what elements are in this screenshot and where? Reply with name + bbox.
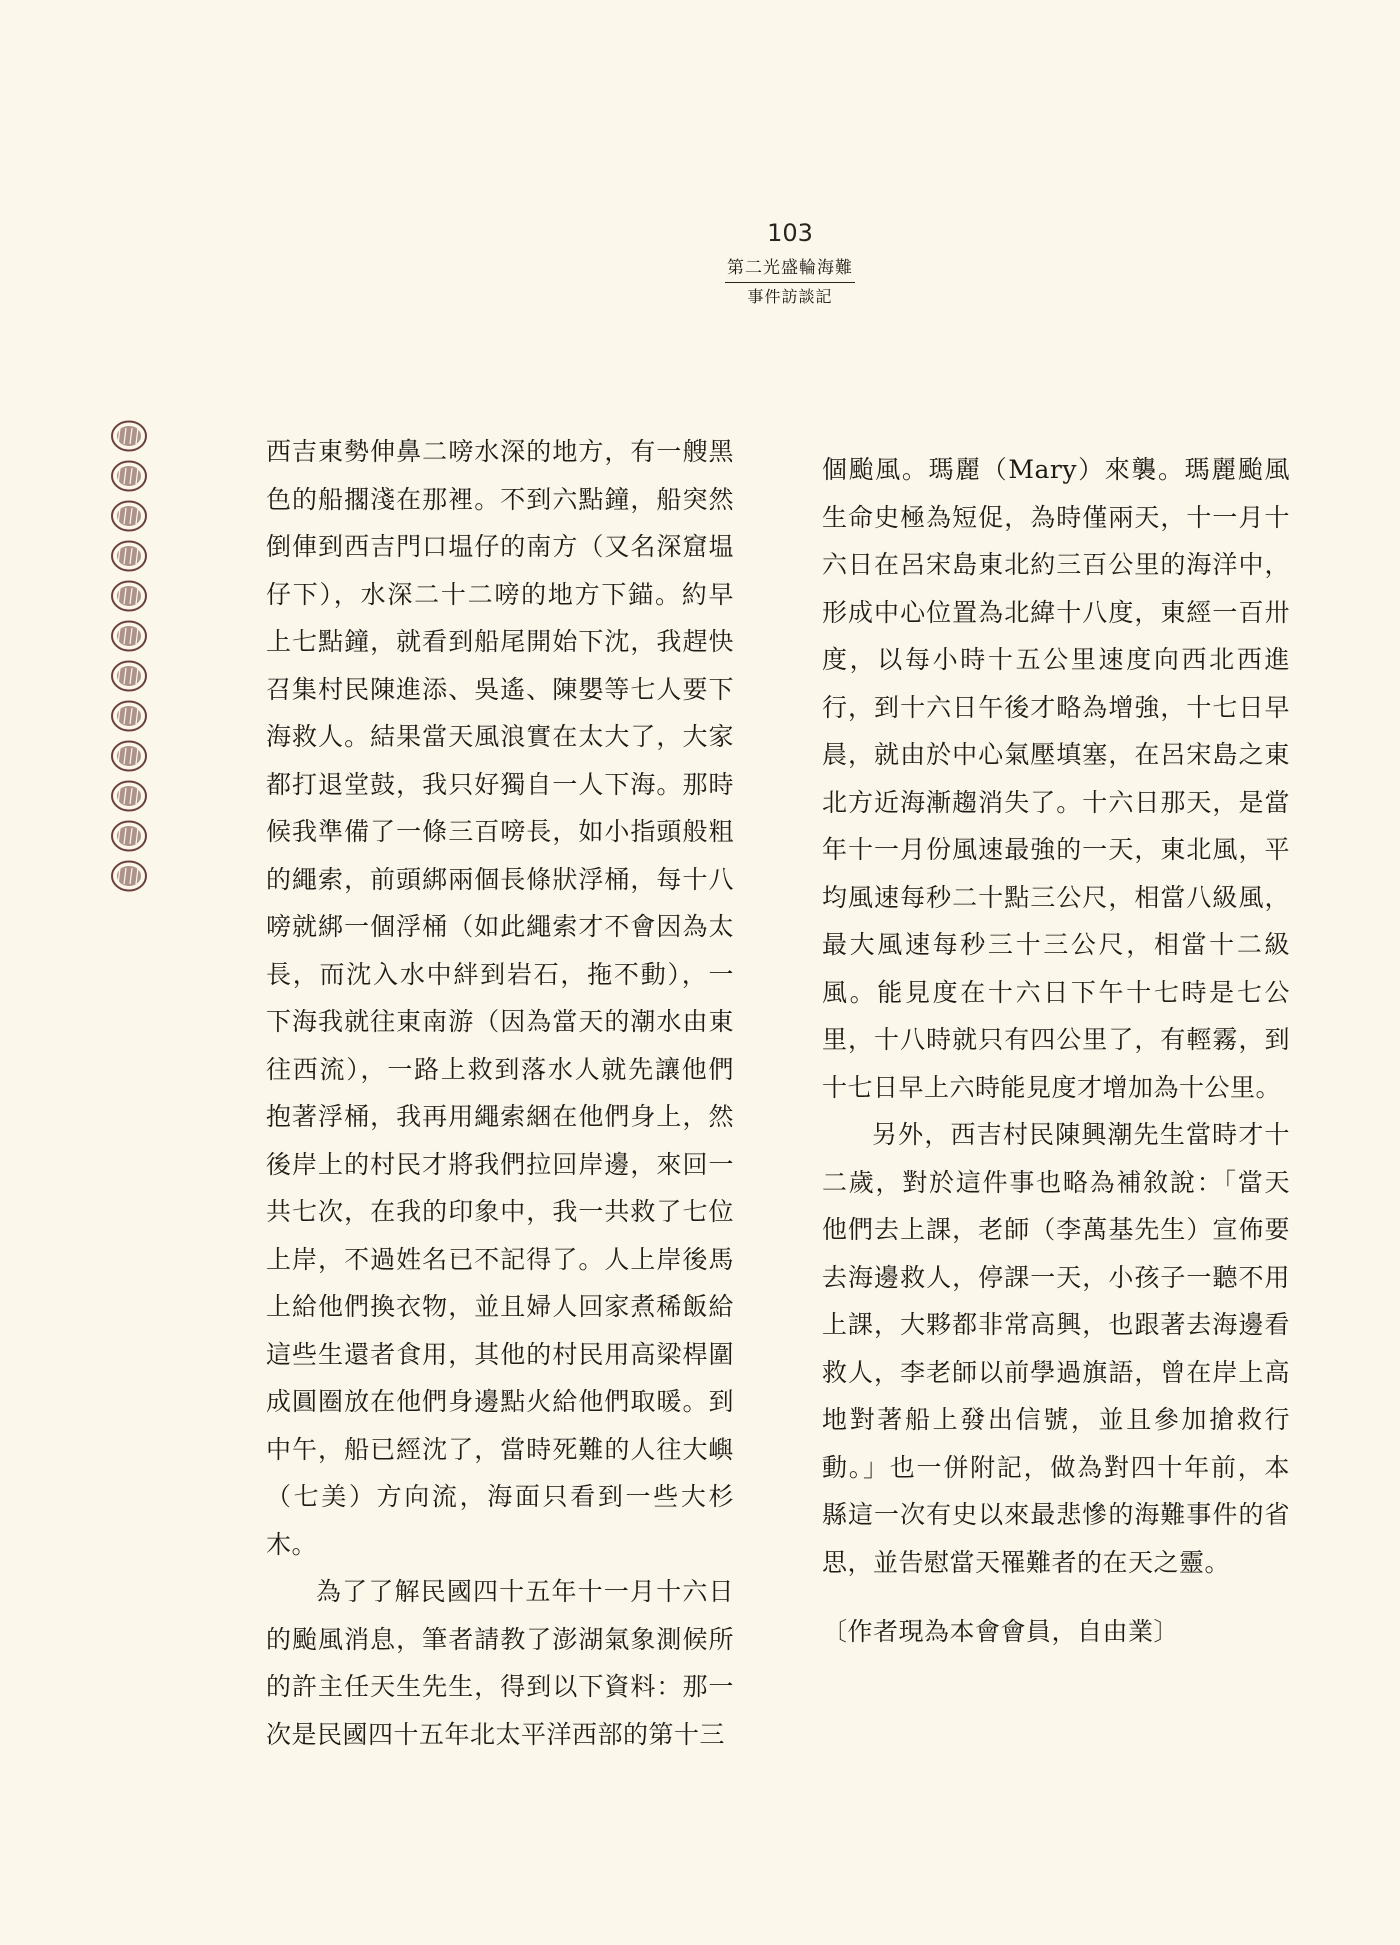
left-column <box>266 428 734 1758</box>
series-subtitle: 事件訪談記 <box>747 287 833 306</box>
seal-ornament-icon <box>110 860 148 892</box>
right-paragraph-1: 個颱風。瑪麗（Mary）來襲。瑪麗颱風生命史極為短促，為時僅兩天，十一月十六日在呂宋島東北約三百公里的海洋中，形成中心位置為北緯十八度，東經一百卅度，以每小時十五公里速度向西北西進行，到十六日午後才略為增強，十七日早晨，就由於中心氣壓填塞，在呂宋島之東北方近海漸趨消失了。十六日那天，是當年十一月份風速最強的一天，東北風，平均風速每秒二十點三公尺，相當八級風，最大風速每秒三十三公尺，相當十二級風。能見度在十六日下午十七時是七公里，十八時就只有四公里了，有輕霧，到十七日早上六時能見度才增加為十公里。 <box>822 455 1290 1102</box>
seal-ornament-icon <box>110 540 148 572</box>
right-column <box>822 446 1290 1656</box>
left-paragraph-1: 西吉東勢伸鼻二嗙水深的地方，有一艘黑色的船擱淺在那裡。不到六點鐘，船突然倒俥到西吉門口塭仔的南方（又名深窟塭仔下），水深二十二嗙的地方下錨。約早上七點鐘，就看到船尾開始下沈，我趕快召集村民陳進添、吳遙、陳嬰等七人要下海救人。結果當天風浪實在太大了，大家都打退堂鼓，我只好獨自一人下海。那時候我準備了一條三百嗙長，如小指頭般粗的繩索，前頭綁兩個長條狀浮桶，每十八嗙就綁一個浮桶（如此繩索才不會因為太長，而沈入水中絆到岩石，拖不動），一下海我就往東南游（因為當天的潮水由東往西流），一路上救到落水人就先讓他們抱著浮桶，我再用繩索綑在他們身上，然後岸上的村民才將我們拉回岸邊，來回一共七次，在我的印象中，我一共救了七位上岸，不過姓名已不記得了。人上岸後馬上給他們換衣物，並且婦人回家煮稀飯給這些生還者食用，其他的村民用高梁桿圍成圓圈放在他們身邊點火給他們取暖。到中午，船已經沈了，當時死難的人往大嶼（七美）方向流，海面只看到一些大杉木。 <box>266 437 734 1559</box>
seal-ornament-icon <box>110 780 148 812</box>
author-note: 〔作者現為本會會員，自由業〕 <box>822 1617 1180 1646</box>
seal-ornament-icon <box>110 660 148 692</box>
left-paragraph-2: 為了了解民國四十五年十一月十六日的颱風消息，筆者請教了澎湖氣象測候所的許主任天生先生，得到以下資料：那一次是民國四十五年北太平洋西部的第十三 <box>266 1577 734 1749</box>
right-paragraph-2: 另外，西吉村民陳興潮先生當時才十二歲，對於這件事也略為補敘說：「當天他們去上課，老師（李萬基先生）宣佈要去海邊救人，停課一天，小孩子一聽不用上課，大夥都非常高興，也跟著去海邊看救人，李老師以前學過旗語，曾在岸上高地對著船上發出信號，並且參加搶救行動。」也一併附記，做為對四十年前，本縣這一次有史以來最悲慘的海難事件的省思，並告慰當天罹難者的在天之靈。 <box>822 1120 1290 1577</box>
seal-ornament-icon <box>110 580 148 612</box>
seal-ornament-icon <box>110 460 148 492</box>
page-number: 103 <box>767 219 813 247</box>
seal-ornament-icon <box>110 820 148 852</box>
decorative-seal-border-icon <box>110 420 150 900</box>
series-title: 第二光盛輪海難 <box>725 256 855 283</box>
seal-ornament-icon <box>110 500 148 532</box>
seal-ornament-icon <box>110 740 148 772</box>
running-header <box>700 218 880 309</box>
seal-ornament-icon <box>110 420 148 452</box>
seal-ornament-icon <box>110 700 148 732</box>
seal-ornament-icon <box>110 620 148 652</box>
